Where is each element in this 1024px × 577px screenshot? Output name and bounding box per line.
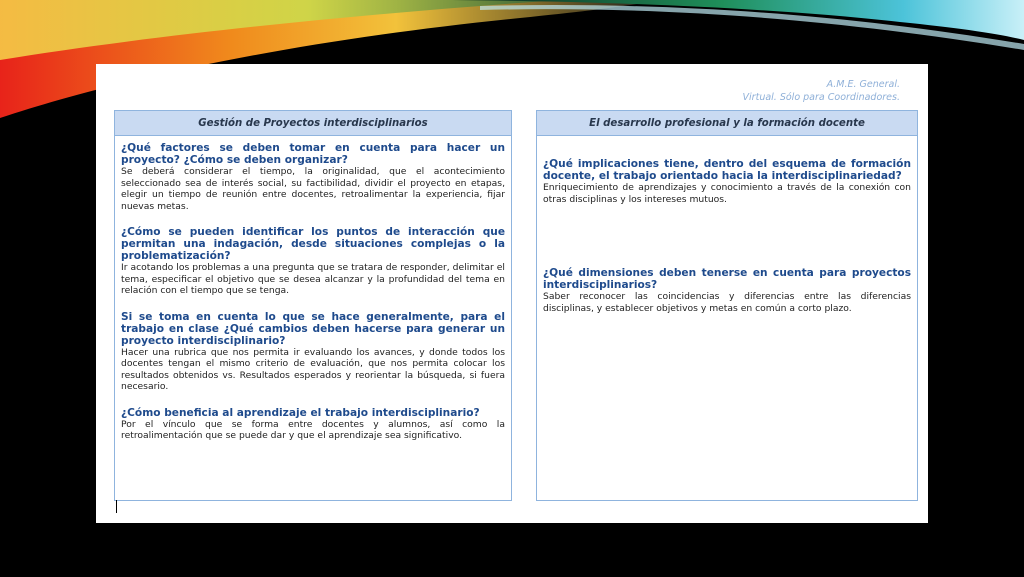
- header-note: [743, 78, 900, 104]
- question: ¿Cómo se pueden identificar los puntos de interacción que permitan una indagación, desde situaciones complejas o la problematización?: [121, 226, 505, 262]
- qa-block: [121, 407, 505, 442]
- slide-content-image: [96, 64, 928, 523]
- qa-block: [543, 267, 911, 314]
- header-note-line2: Virtual. Sólo para Coordinadores.: [742, 92, 900, 103]
- qa-block: [121, 226, 505, 297]
- question: ¿Cómo beneficia al aprendizaje el trabajo interdisciplinario?: [121, 406, 480, 419]
- qa-block: [121, 311, 505, 393]
- right-panel: [536, 110, 918, 501]
- left-panel-title: Gestión de Proyectos interdisciplinarios: [115, 111, 511, 136]
- question: ¿Qué implicaciones tiene, dentro del esquema de formación docente, el trabajo orientado hacia la interdisciplinariedad?: [543, 158, 911, 182]
- left-panel: [114, 110, 512, 501]
- question: ¿Qué dimensiones deben tenerse en cuenta para proyectos interdisciplinarios?: [543, 267, 911, 291]
- question: ¿Qué factores se deben tomar en cuenta para hacer un proyecto? ¿Cómo se deben organizar?: [121, 142, 505, 166]
- answer: Hacer una rubrica que nos permita ir evaluando los avances, y donde todos los docentes tengan el mismo criterio de evaluación, que nos permita colocar los resultados obtenidos vs. Resultados esperados y reorientar la búsqueda, si fuera necesario.: [121, 346, 505, 392]
- answer: Saber reconocer las coincidencias y diferencias entre las diferencias disciplinas, y establecer objetivos y metas en común a corto plazo.: [543, 291, 911, 314]
- header-note-line1: A.M.E. General.: [826, 79, 900, 90]
- answer: Se deberá considerar el tiempo, la originalidad, que el acontecimiento seleccionado sea de interés social, su factibilidad, dividir el proyecto en etapas, elegir un tiempo de reunión entre docentes, retroalimentar la experiencia, fijar nuevas metas.: [121, 166, 505, 212]
- answer: Por el vínculo que se forma entre docentes y alumnos, así como la retroalimentación que se puede dar y que el aprendizaje sea significativo.: [121, 418, 505, 441]
- answer: Ir acotando los problemas a una pregunta que se tratara de responder, delimitar el tema, especificar el objetivo que se desea alcanzar y la profundidad del tema en relación con el tiempo que se tenga.: [121, 262, 505, 296]
- right-panel-title: El desarrollo profesional y la formación docente: [537, 111, 917, 136]
- question: Si se toma en cuenta lo que se hace generalmente, para el trabajo en clase ¿Qué cambios deben hacerse para generar un proyecto interdisciplinario?: [121, 310, 505, 347]
- qa-block: [543, 158, 911, 205]
- answer: Enriquecimiento de aprendizajes y conocimiento a través de la conexión con otras disciplinas y los intereses mutuos.: [543, 182, 911, 205]
- qa-block: [121, 142, 505, 212]
- text-cursor: [116, 500, 117, 513]
